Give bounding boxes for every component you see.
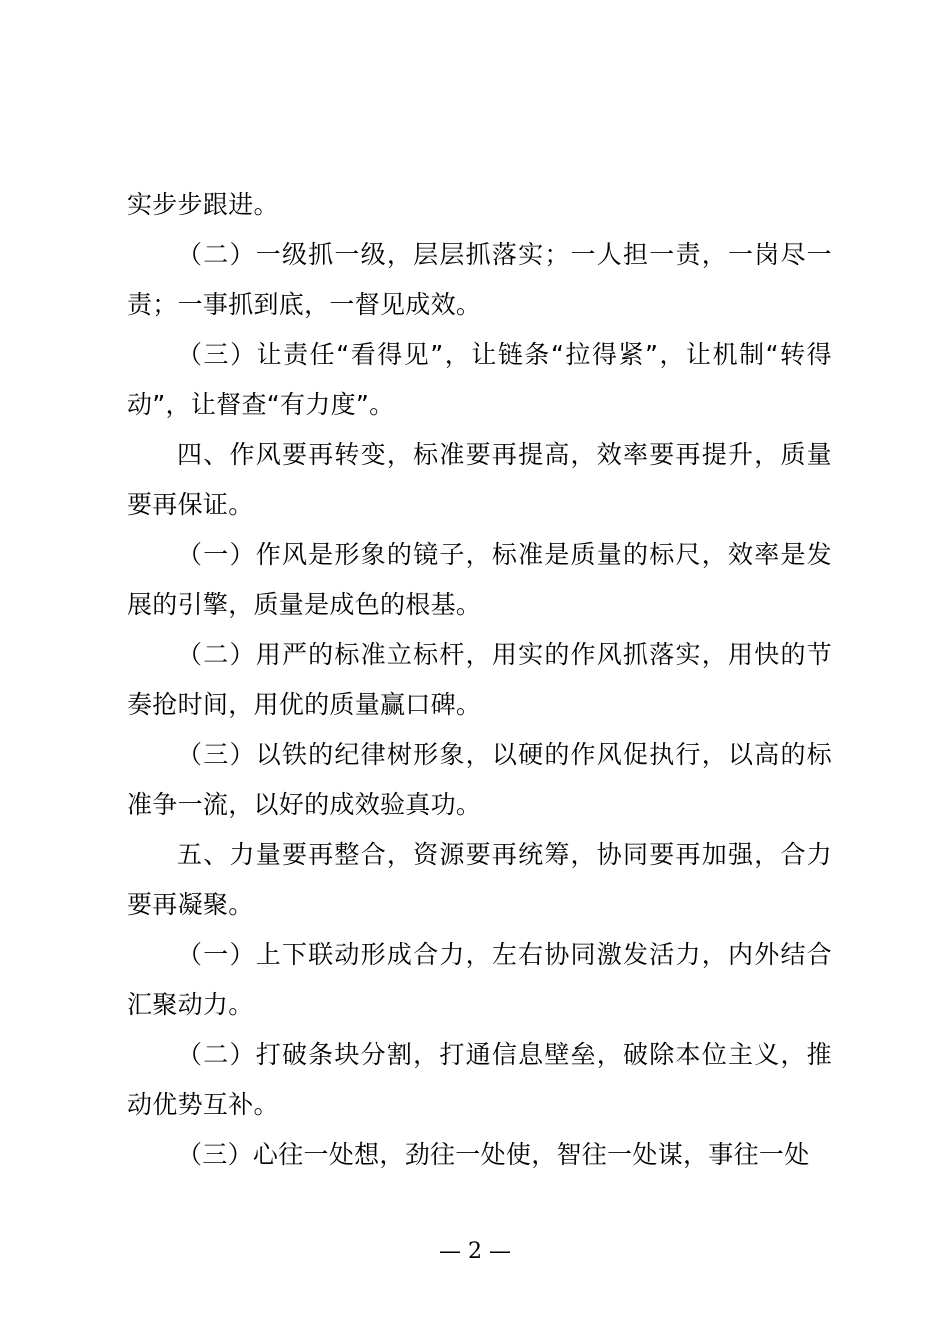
document-body	[127, 180, 832, 1180]
page-number: — 2 —	[439, 1239, 511, 1264]
paragraph-sub-item: （三）心往一处想，劲往一处使，智往一处谋，事往一处	[177, 1140, 810, 1169]
paragraph-sub-item: （二）用严的标准立标杆，用实的作风抓落实，用快的节奏抢时间，用优的质量赢口碑。	[127, 640, 832, 719]
paragraph-section-heading: 四、作风要再转变，标准要再提高，效率要再提升，质量要再保证。	[127, 440, 832, 519]
paragraph-sub-item: （二）打破条块分割，打通信息壁垒，破除本位主义，推动优势互补。	[127, 1040, 832, 1119]
paragraph-sub-item: （三）以铁的纪律树形象，以硬的作风促执行，以高的标准争一流，以好的成效验真功。	[127, 740, 832, 819]
paragraph-sub-item: （二）一级抓一级，层层抓落实；一人担一责，一岗尽一责；一事抓到底，一督见成效。	[127, 240, 832, 319]
paragraph-sub-item: （三）让责任“看得见”，让链条“拉得紧”，让机制“转得动”，让督查“有力度”。	[127, 340, 832, 419]
paragraph-section-heading: 五、力量要再整合，资源要再统筹，协同要再加强，合力要再凝聚。	[127, 840, 832, 919]
paragraph-sub-item: （一）上下联动形成合力，左右协同激发活力，内外结合汇聚动力。	[127, 940, 832, 1019]
paragraph-continuation: 实步步跟进。	[127, 190, 279, 219]
paragraph-sub-item: （一）作风是形象的镜子，标准是质量的标尺，效率是发展的引擎，质量是成色的根基。	[127, 540, 832, 619]
